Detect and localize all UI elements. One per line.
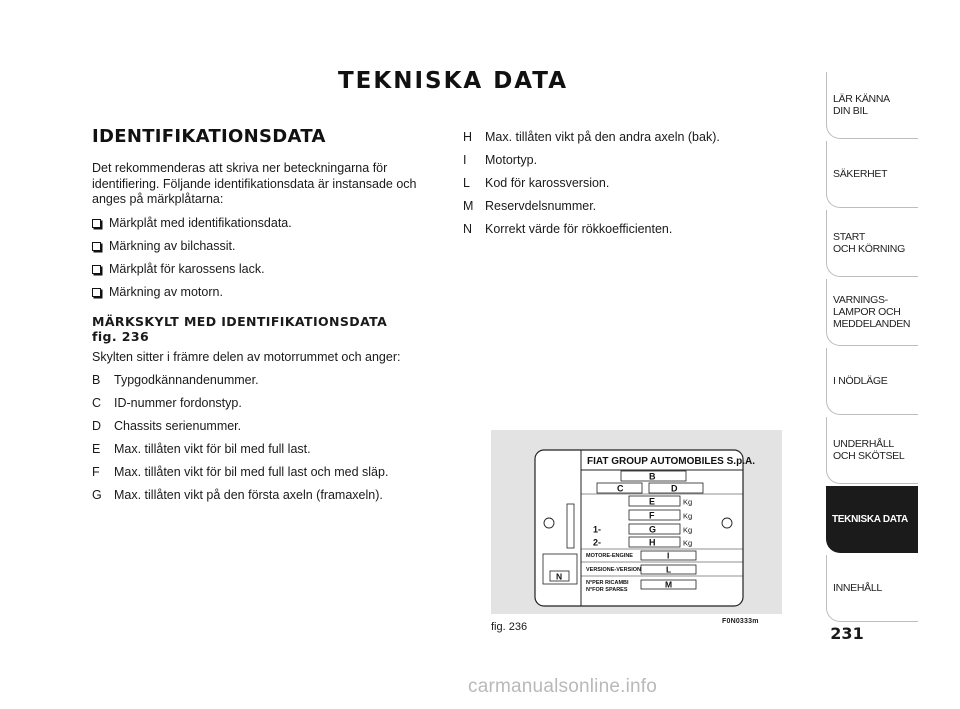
- list-item: H Max. tillåten vikt på den andra axeln (bak).: [463, 130, 720, 144]
- left-column: [92, 126, 427, 503]
- list-item: C ID-nummer fordonstyp.: [92, 396, 242, 410]
- subheading-fig-ref[interactable]: fig. 236: [92, 328, 150, 344]
- right-column: [463, 130, 793, 237]
- mounting-hole-icon: [722, 518, 732, 528]
- plate-versione: VERSIONE-VERSION: [586, 567, 642, 573]
- checkbox-bullet-icon: [92, 288, 101, 297]
- bullet-item: Märkning av motorn.: [92, 285, 427, 300]
- plate-kg: Kg: [683, 538, 693, 548]
- list-item: G Max. tillåten vikt på den första axeln (framaxeln).: [92, 488, 383, 502]
- bullet-item: Märkning av bilchassit.: [92, 239, 427, 254]
- plate-l: L: [666, 564, 672, 575]
- identification-plate-illustration: [491, 430, 782, 614]
- lead-paragraph: Skylten sitter i främre delen av motorrummet och anger:: [92, 349, 401, 364]
- page-number: 231: [830, 624, 864, 643]
- plate-c: C: [617, 483, 624, 494]
- bullet-item: Märkplåt för karossens lack.: [92, 262, 427, 277]
- bullet-item: Märkplåt med identifikationsdata.: [92, 216, 427, 231]
- plate-m: M: [665, 579, 673, 590]
- checkbox-bullet-icon: [92, 219, 101, 228]
- intro-paragraph: Det rekommenderas att skriva ner beteckningarna för identifiering. Följande identifikationsdata är instansade och anges på märkplåtarna:: [92, 161, 417, 206]
- list-item: B Typgodkännandenummer.: [92, 373, 259, 387]
- watermark: carmanualsonline.info: [468, 676, 658, 697]
- identification-plate-figure: [491, 430, 782, 614]
- list-item: N Korrekt värde för rökkoefficienten.: [463, 222, 673, 236]
- tab-underhall[interactable]: UNDERHÅLL OCH SKÖTSEL: [826, 417, 918, 484]
- plate-n: N: [556, 571, 563, 582]
- list-item: D Chassits serienummer.: [92, 419, 242, 433]
- plate-d: D: [671, 483, 678, 494]
- plate-e: E: [649, 496, 656, 507]
- mounting-hole-icon: [544, 518, 554, 528]
- tab-varningslampor[interactable]: VARNINGS- LAMPOR OCH MEDDELANDEN: [826, 279, 918, 346]
- plate-kg: Kg: [683, 497, 693, 507]
- plate-i: I: [667, 550, 670, 561]
- figure-caption: fig. 236: [491, 621, 528, 633]
- plate-g: G: [649, 524, 657, 535]
- plate-motore: MOTORE-ENGINE: [586, 553, 633, 559]
- checkbox-bullet-icon: [92, 265, 101, 274]
- section-title: IDENTIFIKATIONSDATA: [92, 126, 326, 147]
- plate-kg: Kg: [683, 511, 693, 521]
- plate-ricambi-1: N°PER RICAMBI: [586, 580, 629, 586]
- plate-header: FIAT GROUP AUTOMOBILES S.p.A.: [587, 456, 755, 467]
- plate-axle-1: 1-: [593, 524, 602, 535]
- plate-kg: Kg: [683, 525, 693, 535]
- subheading: MÄRKSKYLT MED IDENTIFIKATIONSDATA fig. 236: [92, 314, 427, 344]
- plate-ricambi-2: N°FOR SPARES: [586, 587, 628, 593]
- list-item: E Max. tillåten vikt för bil med full last.: [92, 442, 311, 456]
- tab-start-och-korning[interactable]: START OCH KÖRNING: [826, 210, 918, 277]
- tab-sakerhet[interactable]: SÄKERHET: [826, 141, 918, 208]
- chapter-tabs: [826, 72, 918, 624]
- tab-i-nodlage[interactable]: I NÖDLÄGE: [826, 348, 918, 415]
- checkbox-bullet-icon: [92, 242, 101, 251]
- list-item: I Motortyp.: [463, 153, 538, 167]
- list-item: L Kod för karossversion.: [463, 176, 610, 190]
- tab-lar-kanna-din-bil[interactable]: LÄR KÄNNA DIN BIL: [826, 72, 918, 139]
- plate-f: F: [649, 510, 655, 521]
- tab-innehall[interactable]: INNEHÅLL: [826, 555, 918, 622]
- tab-tekniska-data[interactable]: TEKNISKA DATA: [826, 486, 918, 553]
- list-item: F Max. tillåten vikt för bil med full last och med släp.: [92, 465, 389, 479]
- page-title: TEKNISKA DATA: [337, 68, 569, 94]
- plate-b: B: [649, 471, 656, 482]
- plate-axle-2: 2-: [593, 537, 602, 548]
- list-item: M Reservdelsnummer.: [463, 199, 597, 213]
- plate-h: H: [649, 537, 656, 548]
- figure-code: F0N0333m: [722, 618, 759, 625]
